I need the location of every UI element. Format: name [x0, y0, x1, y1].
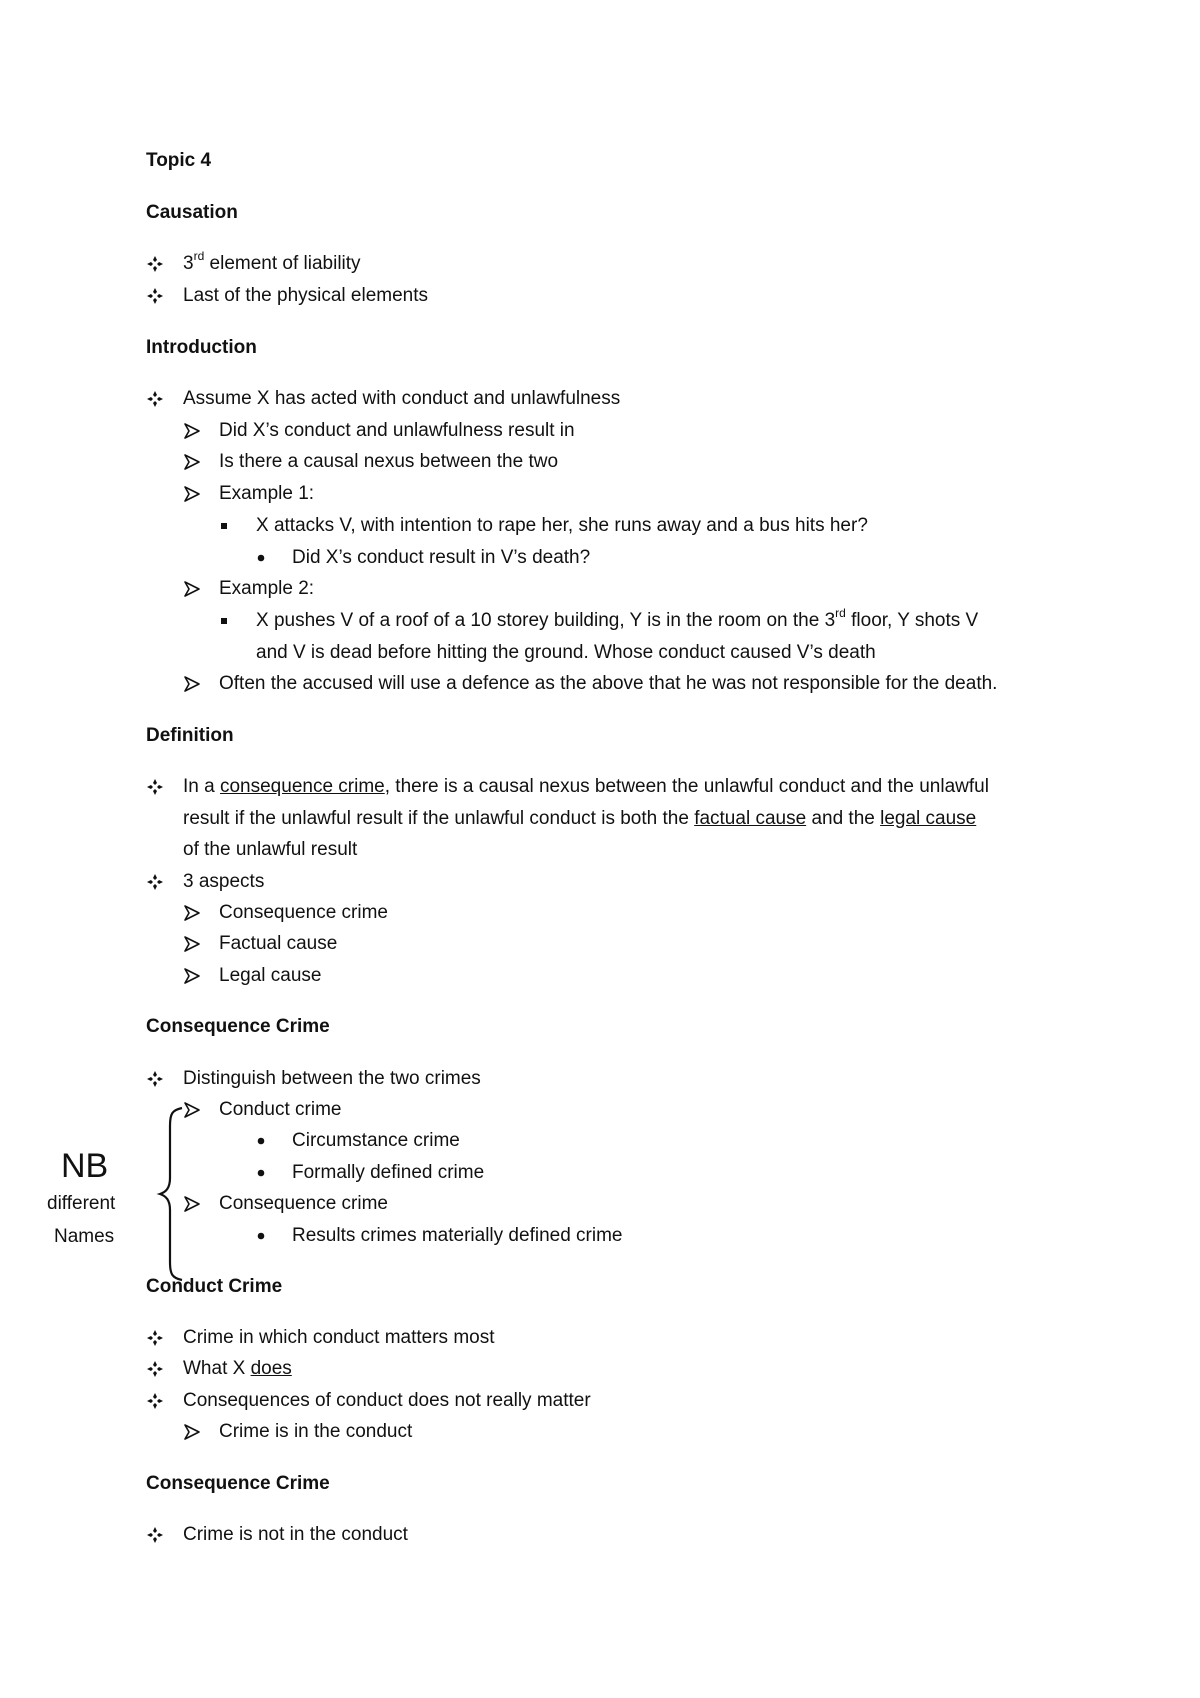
four-diamond-bullet-icon — [146, 1356, 164, 1390]
ordinal-suffix: rd — [193, 249, 205, 263]
arrowhead-bullet-icon — [183, 671, 201, 705]
list-item-text: result if the unlawful result if the unlawful conduct is both the — [183, 808, 689, 829]
four-diamond-bullet-icon — [146, 774, 164, 808]
dot-bullet-icon — [255, 1160, 269, 1194]
list-item: Consequence crime — [219, 902, 388, 923]
list-item: Circumstance crime — [292, 1130, 460, 1151]
list-item-continuation — [183, 806, 976, 832]
square-bullet-icon — [218, 608, 232, 642]
margin-note-line: Names — [54, 1226, 115, 1247]
ordinal-number: 3 — [183, 253, 194, 274]
list-item — [256, 608, 978, 634]
list-item: Crime is in the conduct — [219, 1421, 413, 1442]
arrowhead-bullet-icon — [183, 481, 201, 515]
left-curly-brace-icon — [156, 1104, 186, 1284]
list-item: Formally defined crime — [292, 1162, 485, 1183]
dot-bullet-icon — [255, 545, 269, 579]
arrowhead-bullet-icon — [183, 576, 201, 610]
list-item: Distinguish between the two crimes — [183, 1068, 481, 1089]
four-diamond-bullet-icon — [146, 251, 164, 285]
introduction-heading: Introduction — [146, 337, 257, 358]
list-item-text: and the — [811, 808, 875, 829]
conduct-crime-heading: Conduct Crime — [146, 1276, 283, 1297]
ordinal-suffix: rd — [835, 606, 846, 620]
consequence-crime-heading: Consequence Crime — [146, 1016, 330, 1037]
arrowhead-bullet-icon — [183, 449, 201, 483]
list-item — [183, 774, 989, 800]
list-item — [183, 251, 361, 277]
arrowhead-bullet-icon — [183, 418, 201, 452]
underlined-term: consequence crime — [219, 776, 385, 797]
list-item: Last of the physical elements — [183, 285, 429, 306]
list-item: Example 1: — [219, 483, 315, 504]
arrowhead-bullet-icon — [183, 1419, 201, 1453]
consequence-crime-heading: Consequence Crime — [146, 1473, 330, 1494]
causation-heading: Causation — [146, 202, 238, 223]
arrowhead-bullet-icon — [183, 963, 201, 997]
list-item: Consequences of conduct does not really matter — [183, 1390, 591, 1411]
underlined-term: legal cause — [880, 808, 977, 829]
four-diamond-bullet-icon — [146, 1325, 164, 1359]
four-diamond-bullet-icon — [146, 1388, 164, 1422]
dot-bullet-icon — [255, 1223, 269, 1257]
margin-note-line: different — [47, 1193, 116, 1214]
four-diamond-bullet-icon — [146, 1522, 164, 1556]
dot-bullet-icon — [255, 1128, 269, 1162]
list-item: Often the accused will use a defence as the above that he was not responsible for the death. — [219, 673, 998, 694]
list-item: Conduct crime — [219, 1099, 342, 1120]
list-item-continuation: and V is dead before hitting the ground. Whose conduct caused V’s death — [256, 642, 876, 663]
four-diamond-bullet-icon — [146, 386, 164, 420]
margin-note-nb: NB — [61, 1147, 109, 1185]
list-item-text: , there is a causal nexus between the unlawful conduct and the unlawful — [384, 776, 989, 797]
list-item-text: element of liability — [209, 253, 361, 274]
four-diamond-bullet-icon — [146, 1066, 164, 1100]
list-item: Legal cause — [219, 965, 322, 986]
list-item-text: What X — [183, 1358, 246, 1379]
list-item-text: floor, Y shots V — [851, 610, 979, 631]
four-diamond-bullet-icon — [146, 283, 164, 317]
list-item-continuation: of the unlawful result — [183, 839, 358, 860]
list-item: Crime is not in the conduct — [183, 1524, 408, 1545]
definition-heading: Definition — [146, 725, 234, 746]
list-item — [183, 1356, 292, 1382]
list-item: Consequence crime — [219, 1193, 388, 1214]
list-item-text: X pushes V of a roof of a 10 storey building, Y is in the room on the 3 — [256, 610, 836, 631]
list-item-text: In a — [183, 776, 215, 797]
topic-title: Topic 4 — [146, 150, 212, 171]
list-item: X attacks V, with intention to rape her, she runs away and a bus hits her? — [256, 515, 868, 536]
list-item: Factual cause — [219, 933, 338, 954]
square-bullet-icon — [218, 513, 232, 547]
list-item: Assume X has acted with conduct and unlawfulness — [183, 388, 621, 409]
underlined-term: does — [250, 1358, 292, 1379]
arrowhead-bullet-icon — [183, 931, 201, 965]
arrowhead-bullet-icon — [183, 900, 201, 934]
four-diamond-bullet-icon — [146, 869, 164, 903]
list-item: Results crimes materially defined crime — [292, 1225, 623, 1246]
list-item: 3 aspects — [183, 871, 265, 892]
list-item: Is there a causal nexus between the two — [219, 451, 559, 472]
list-item: Example 2: — [219, 578, 315, 599]
list-item: Did X’s conduct result in V’s death? — [292, 547, 591, 568]
list-item: Did X’s conduct and unlawfulness result in — [219, 420, 575, 441]
list-item: Crime in which conduct matters most — [183, 1327, 495, 1348]
underlined-term: factual cause — [694, 808, 807, 829]
